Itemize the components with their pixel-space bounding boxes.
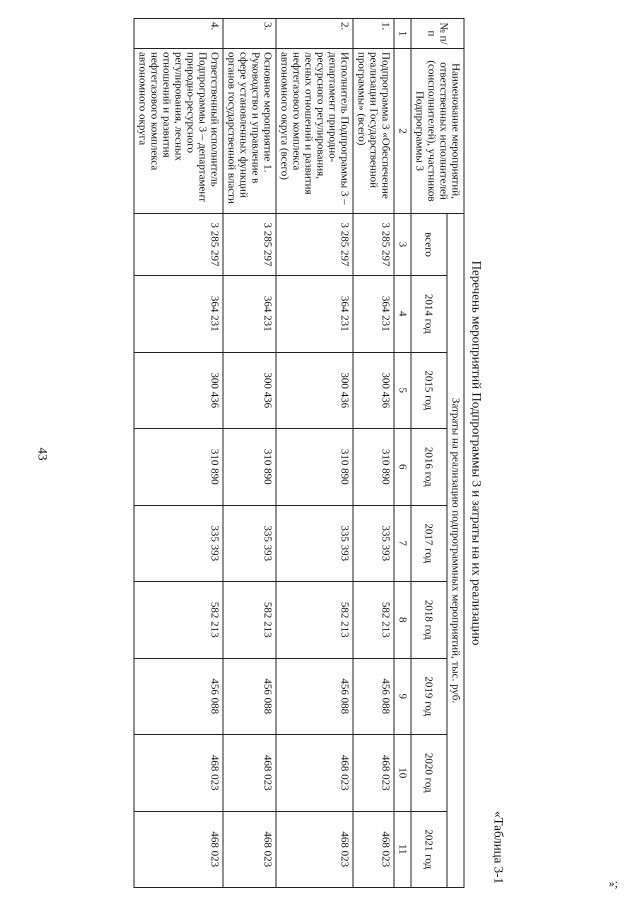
row-value: 582 213 — [353, 581, 394, 658]
costs-table — [134, 18, 465, 888]
row-value: 300 436 — [223, 352, 276, 429]
row-value: 310 890 — [353, 428, 394, 505]
row-total: 3 285 297 — [223, 213, 276, 275]
row-value: 456 088 — [134, 658, 223, 735]
header-year: 2015 год — [411, 352, 447, 429]
closing-mark: »; — [608, 876, 618, 890]
row-value: 300 436 — [134, 352, 223, 429]
row-no: 1. — [353, 18, 394, 48]
row-value: 364 231 — [276, 275, 353, 352]
row-value: 310 890 — [276, 428, 353, 505]
index-cell: 10 — [394, 734, 411, 811]
row-value: 335 393 — [134, 505, 223, 582]
table-row — [134, 18, 223, 887]
row-no: 4. — [134, 18, 223, 48]
table-row — [276, 18, 353, 887]
header-year: 2018 год — [411, 581, 447, 658]
row-name: Ответственный исполнитель Подпрограммы 3 – департамент природно-ресурсного регулирования, лесных отношений и развития нефтегазового комплекса автономного округа — [134, 48, 223, 213]
header-total: всего — [411, 213, 447, 275]
row-value: 300 436 — [276, 352, 353, 429]
row-value: 335 393 — [223, 505, 276, 582]
header-name: Наименование мероприятий, ответственных исполнителей (соисполнителей), участников Подпрограммы 3 — [411, 48, 464, 213]
page-number: 43 — [35, 447, 51, 461]
table-title: Перечень мероприятий Подпрограммы 3 и затраты на их реализацию — [469, 260, 485, 645]
index-cell: 8 — [394, 581, 411, 658]
row-value: 468 023 — [134, 734, 223, 811]
row-value: 456 088 — [276, 658, 353, 735]
row-value: 468 023 — [353, 811, 394, 888]
index-cell: 4 — [394, 275, 411, 352]
row-value: 456 088 — [353, 658, 394, 735]
index-cell: 5 — [394, 352, 411, 429]
row-value: 456 088 — [223, 658, 276, 735]
row-value: 364 231 — [134, 275, 223, 352]
row-no: 2. — [276, 18, 353, 48]
header-year: 2017 год — [411, 505, 447, 582]
header-year: 2021 год — [411, 811, 447, 888]
row-value: 468 023 — [276, 734, 353, 811]
row-value: 582 213 — [134, 581, 223, 658]
header-year: 2016 год — [411, 428, 447, 505]
header-no: № п/п — [411, 18, 464, 48]
index-cell: 9 — [394, 658, 411, 735]
row-value: 468 023 — [223, 811, 276, 888]
row-name: Исполнитель Подпрограммы 3 – департамент природно-ресурсного регулирования, лесных отношений и развития нефтегазового комплекса автономного округа (всего) — [276, 48, 353, 213]
row-value: 582 213 — [276, 581, 353, 658]
header-year: 2019 год — [411, 658, 447, 735]
table-row — [353, 18, 394, 887]
index-cell: 7 — [394, 505, 411, 582]
row-total: 3 285 297 — [276, 213, 353, 275]
index-cell: 11 — [394, 811, 411, 888]
index-cell: 2 — [394, 48, 411, 213]
row-total: 3 285 297 — [134, 213, 223, 275]
row-value: 310 890 — [223, 428, 276, 505]
index-row — [394, 18, 411, 887]
table-label: «Таблица 3-1 — [491, 810, 507, 884]
row-value: 310 890 — [134, 428, 223, 505]
row-value: 335 393 — [353, 505, 394, 582]
row-value: 468 023 — [223, 734, 276, 811]
row-value: 468 023 — [353, 734, 394, 811]
index-cell: 3 — [394, 213, 411, 275]
row-value: 582 213 — [223, 581, 276, 658]
row-value: 468 023 — [276, 811, 353, 888]
row-value: 468 023 — [134, 811, 223, 888]
index-cell: 1 — [394, 18, 411, 48]
row-value: 300 436 — [353, 352, 394, 429]
header-year: 2020 год — [411, 734, 447, 811]
index-cell: 6 — [394, 428, 411, 505]
row-value: 364 231 — [353, 275, 394, 352]
row-name: Подпрограмма 3 «Обеспечение реализации Государственной программы» (всего) — [353, 48, 394, 213]
header-costs: Затраты на реализацию подпрограммных мероприятий, тыс. руб. — [447, 213, 464, 887]
row-total: 3 285 297 — [353, 213, 394, 275]
rotated-page-content — [134, 18, 507, 888]
header-row-1 — [447, 18, 464, 887]
table-row — [223, 18, 276, 887]
row-value: 335 393 — [276, 505, 353, 582]
header-year: 2014 год — [411, 275, 447, 352]
row-value: 364 231 — [223, 275, 276, 352]
row-no: 3. — [223, 18, 276, 48]
row-name: Основное мероприятие 1. Руководство и управление в сфере установленных функций органов государственной власти — [223, 48, 276, 213]
